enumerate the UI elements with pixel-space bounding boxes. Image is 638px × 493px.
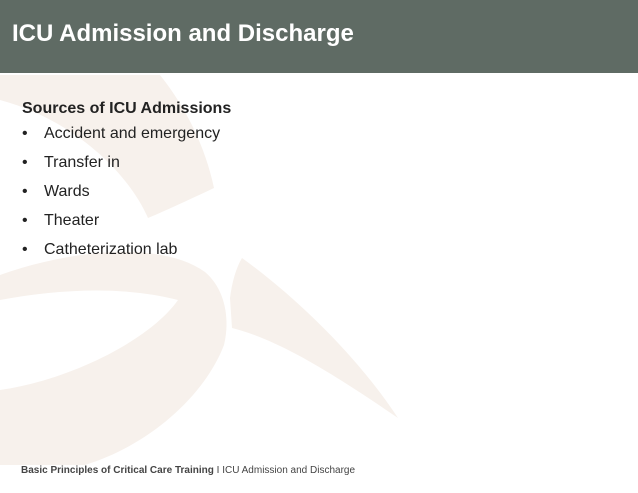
swoosh-tail [230, 258, 398, 418]
bullet-list [22, 123, 602, 268]
title-bar [0, 0, 638, 73]
bullet-text: Wards [44, 183, 90, 200]
bullet-marker: • [22, 212, 28, 229]
footer-course-name: Basic Principles of Critical Care Training [21, 465, 214, 476]
slide-footer [21, 465, 355, 476]
swoosh-lower-arc [0, 252, 227, 465]
bullet-item [22, 181, 602, 210]
slide-title: ICU Admission and Discharge [12, 20, 354, 47]
bullet-item [22, 210, 602, 239]
bullet-marker: • [22, 183, 28, 200]
slide-body [22, 99, 602, 268]
bullet-text: Accident and emergency [44, 125, 221, 142]
bullet-text: Transfer in [44, 154, 120, 171]
bullet-marker: • [22, 125, 28, 142]
footer-separator: I [216, 465, 220, 476]
section-heading: Sources of ICU Admissions [22, 100, 232, 117]
footer-section-name: ICU Admission and Discharge [222, 465, 356, 476]
bullet-marker: • [22, 154, 28, 171]
bullet-item [22, 123, 602, 152]
bullet-item [22, 152, 602, 181]
bullet-marker: • [22, 241, 28, 258]
bullet-item [22, 239, 602, 268]
bullet-text: Theater [44, 212, 100, 229]
bullet-text: Catheterization lab [44, 241, 178, 258]
